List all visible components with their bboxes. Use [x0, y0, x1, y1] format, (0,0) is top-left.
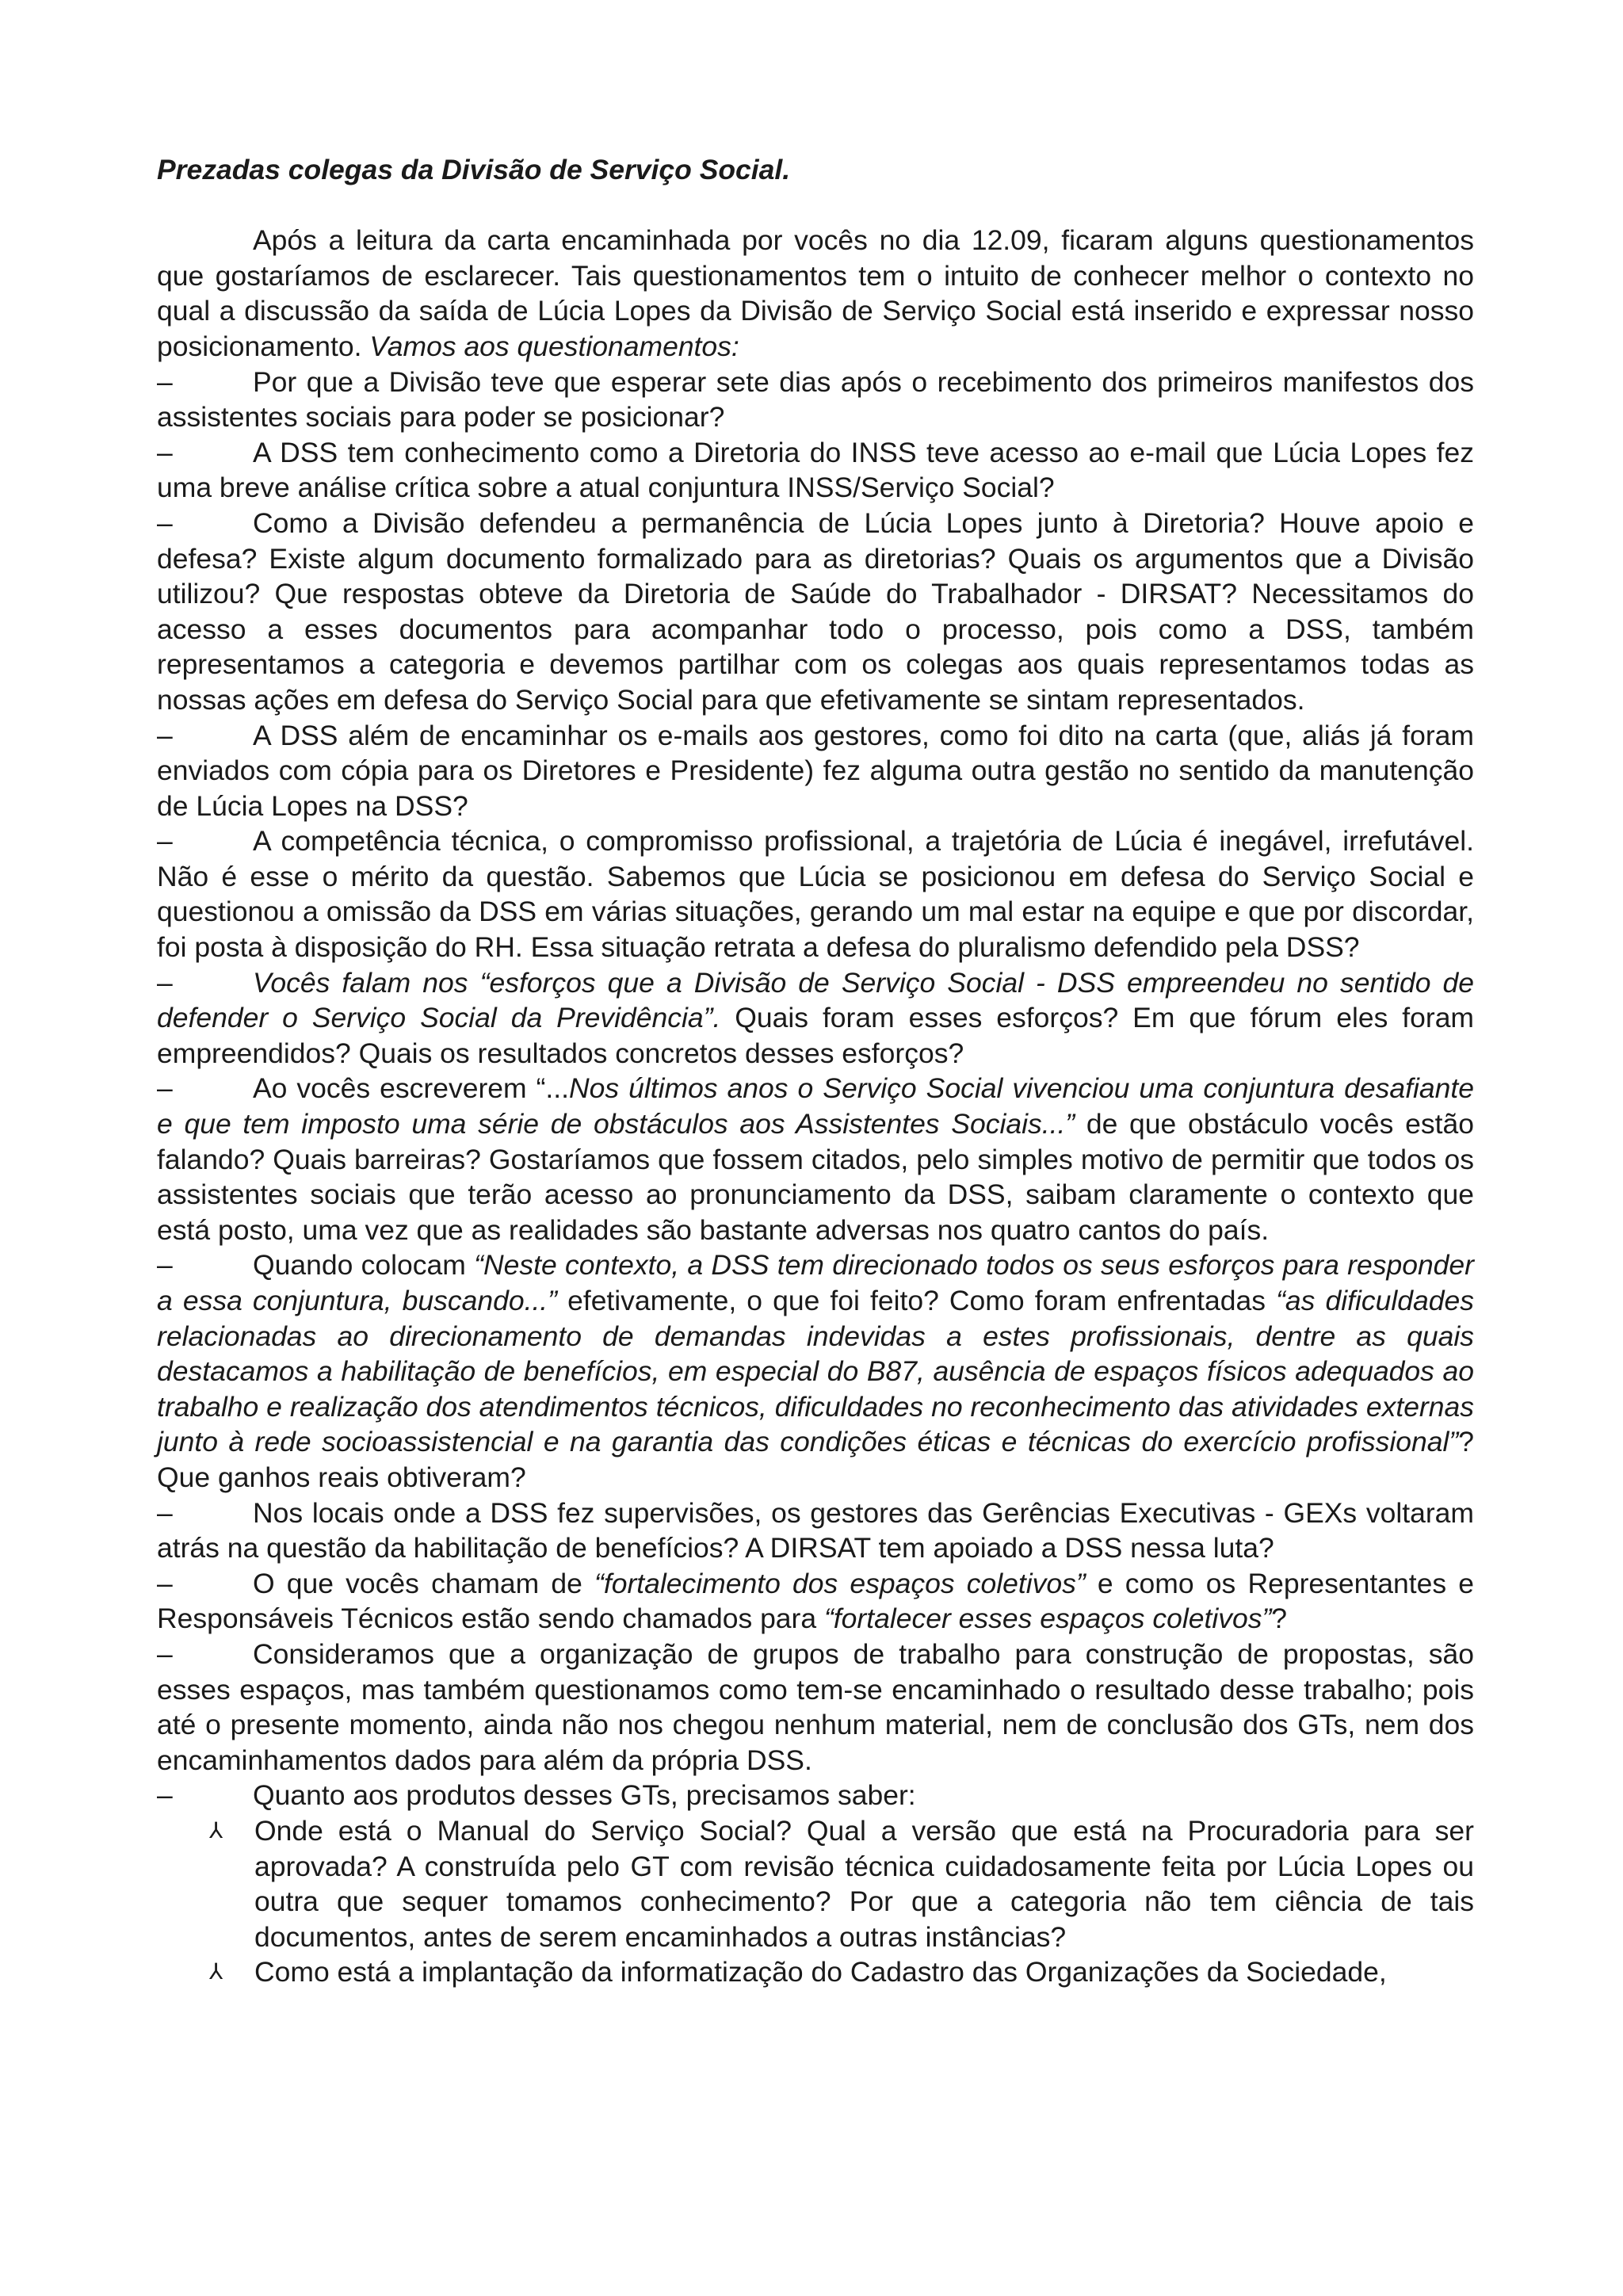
italic-quote-text: “as dificuldades relacionadas ao direcionamento de demandas indevidas a estes profissionais, dentre as quais destacamos a habilitação de benefícios, em especial do B87, ausência de espaços físicos adequados ao trabalho e realização dos atendimentos técnicos, dificuldades no reconhecimento das atividades externas junto à rede socioassistencial e na garantia das condições éticas e técnicas do exercício profissional” — [157, 1285, 1474, 1458]
question-item — [157, 1566, 1474, 1637]
sub-item-text: Onde está o Manual do Serviço Social? Qual a versão que está na Procuradoria para ser aprovada? A construída pelo GT com revisão técnica cuidadosamente feita por Lúcia Lopes ou outra que sequer tomamos conhecimento? Por que a categoria não tem ciência de tais documentos, antes de serem encaminhados a outras instâncias? — [254, 1814, 1474, 1953]
sub-list-item — [157, 1954, 1474, 1990]
question-text: e como os Representantes e Responsáveis Técnicos estão sendo chamados para — [157, 1567, 1474, 1635]
question-item — [157, 965, 1474, 1072]
dash-marker: – — [157, 1779, 173, 1812]
question-item — [157, 365, 1474, 435]
question-item — [157, 506, 1474, 718]
dash-marker: – — [157, 1637, 173, 1670]
question-text: Nos locais onde a DSS fez supervisões, os gestores das Gerências Executivas - GEXs voltaram atrás na questão da habilitação de benefícios? A DIRSAT tem apoiado a DSS nessa luta? — [157, 1496, 1474, 1564]
sub-item-text: Como está a implantação da informatização do Cadastro das Organizações da Sociedade, — [254, 1956, 1387, 1988]
italic-quote-text: Vocês falam nos — [253, 966, 480, 999]
question-text: Quando colocam — [253, 1249, 475, 1282]
question-item — [157, 1247, 1474, 1495]
question-text: Por que a Divisão teve que esperar sete dias após o recebimento dos primeiros manifestos dos assistentes sociais para poder se posicionar? — [157, 365, 1474, 434]
question-text: Como a Divisão defendeu a permanência de Lúcia Lopes junto à Diretoria? Houve apoio e defesa? Existe algum documento formalizado para as diretorias? Quais os argumentos que a Divisão utilizou? Que respostas obteve da Diretoria de Saúde do Trabalhador - DIRSAT? Necessitamos do acesso a esses documentos para acompanhar todo o processo, pois como a DSS, também representamos a categoria e devemos partilhar com os colegas aos quais representamos todas as nossas ações em defesa do Serviço Social para que efetivamente se sintam representados. — [157, 506, 1474, 716]
italic-quote-text: Nos últimos anos o Serviço Social vivenciou uma conjuntura desafiante e que tem imposto uma série de obstáculos aos Assistentes Sociais...” — [157, 1072, 1474, 1140]
bullet-icon: ⅄ — [209, 1959, 223, 1985]
bullet-icon: ⅄ — [209, 1817, 223, 1843]
question-text: Ao vocês escreverem “... — [253, 1072, 569, 1105]
question-item — [157, 1778, 1474, 1813]
question-text: ? — [1271, 1603, 1288, 1635]
question-text: A DSS tem conhecimento como a Diretoria do INSS teve acesso ao e-mail que Lúcia Lopes fez uma breve análise crítica sobre a atual conjuntura INSS/Serviço Social? — [157, 436, 1474, 504]
dash-marker: – — [157, 719, 173, 751]
dash-marker: – — [157, 1249, 173, 1282]
dash-marker: – — [157, 966, 173, 999]
question-text: O que vocês chamam de — [253, 1567, 595, 1599]
letter-salutation: Prezadas colegas da Divisão de Serviço Social. — [157, 154, 791, 185]
question-item — [157, 1071, 1474, 1247]
question-item — [157, 435, 1474, 506]
question-item — [157, 1637, 1474, 1778]
question-text: Quais foram esses esforços? Em que fórum eles foram empreendidos? Quais os resultados concretos desses esforços? — [157, 1002, 1475, 1069]
question-text: efetivamente, o que foi feito? Como foram enfrentadas — [557, 1285, 1277, 1316]
sub-list-item — [157, 1813, 1474, 1954]
italic-quote-text: “fortalecimento dos espaços coletivos” — [594, 1567, 1086, 1599]
dash-marker: – — [157, 506, 173, 539]
question-text: A competência técnica, o compromisso profissional, a trajetória de Lúcia é inegável, irrefutável. Não é esse o mérito da questão. Sabemos que Lúcia se posicionou em defesa do Serviço Social e questionou a omissão da DSS em várias situações, gerando um mal estar na equipe e que por discordar, foi posta à disposição do RH. Essa situação retrata a defesa do pluralismo defendido pela DSS? — [157, 825, 1474, 964]
question-item — [157, 823, 1474, 965]
question-text: A DSS além de encaminhar os e-mails aos gestores, como foi dito na carta (que, aliás já foram enviados com cópia para os Diretores e Presidente) fez alguma outra gestão no sentido da manutenção de Lúcia Lopes na DSS? — [157, 719, 1474, 822]
dash-marker: – — [157, 1567, 173, 1599]
italic-quote-text: “Neste contexto, a DSS tem direcionado todos os seus esforços para responder a essa conjuntura, buscando...” — [157, 1249, 1474, 1316]
question-text: de que obstáculo vocês estão falando? Quais barreiras? Gostaríamos que fossem citados, pelo simples motivo de permitir que todos os assistentes sociais que terão acesso ao pronunciamento da DSS, saibam claramente o contexto que está posto, uma vez que as realidades são bastante adversas nos quatro cantos do país. — [157, 1108, 1474, 1246]
question-list — [157, 365, 1474, 1813]
letter-document — [157, 152, 1474, 1990]
question-text: Quanto aos produtos desses GTs, precisamos saber: — [253, 1779, 916, 1812]
italic-quote-text: “fortalecer esses espaços coletivos” — [823, 1603, 1272, 1635]
dash-marker: – — [157, 825, 173, 858]
question-item — [157, 1496, 1474, 1566]
blank-line — [157, 188, 1474, 223]
intro-paragraph — [157, 223, 1474, 364]
question-text: ? Que ganhos reais obtiveram? — [157, 1426, 1474, 1493]
dash-marker: – — [157, 1496, 173, 1529]
dash-marker: – — [157, 436, 173, 468]
question-item — [157, 718, 1474, 824]
dash-marker: – — [157, 365, 173, 398]
question-text: Consideramos que a organização de grupos de trabalho para construção de propostas, são esses espaços, mas também questionamos como tem-se encaminhado o resultado desse trabalho; pois até o presente momento, ainda não nos chegou nenhum material, nem de conclusão dos GTs, nem dos encaminhamentos dados para além da própria DSS. — [157, 1637, 1474, 1776]
gt-products-list — [157, 1813, 1474, 1990]
dash-marker: – — [157, 1072, 173, 1105]
italic-quote-text: “esforços que a Divisão de Serviço Social - DSS empreendeu no sentido de defender o Serviço Social da Previdência”. — [157, 966, 1475, 1034]
intro-italic-text: Vamos aos questionamentos: — [369, 330, 739, 362]
intro-text: Após a leitura da carta encaminhada por vocês no dia 12.09, ficaram alguns questionamentos que gostaríamos de esclarecer. Tais questionamentos tem o intuito de conhecer melhor o contexto no qual a discussão da saída de Lúcia Lopes da Divisão de Serviço Social está inserido e expressar nosso posicionamento. — [157, 224, 1474, 362]
